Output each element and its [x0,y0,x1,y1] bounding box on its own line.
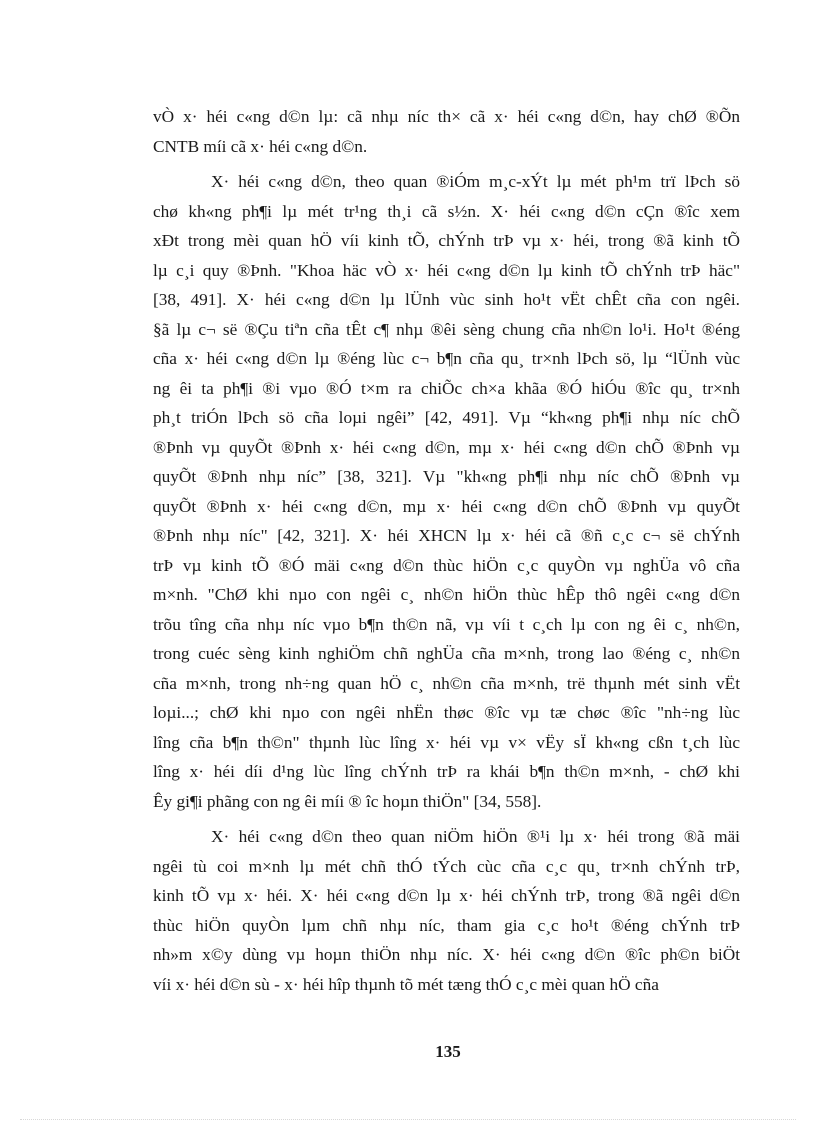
page-number: 135 [435,1042,461,1061]
text-line: trong cuéc sèng kinh nghiÖm chñ nghÜa cña m×nh, trong lao ®éng c¸ nh©n [153,644,740,663]
text-line: trõu tîng cña nhµ níc vµo b¶n th©n nã, vµ víi t c¸ch lµ con ng êi c¸ nh©n, [153,614,740,634]
text-line: cña m×nh, trong nh÷ng quan hÖ c¸ nh©n cña m×nh, trë thµnh mét sinh vËt [153,673,740,693]
footer-dotted-rule [20,1119,796,1120]
body-text [153,102,740,1005]
text-line: vÒ x· héi c«ng d©n lµ: cã nhµ níc th× cã x· héi c«ng d©n, hay chØ ®Õn [153,107,740,126]
paragraph [153,102,740,161]
text-line: ngêi tù coi m×nh lµ mét chñ thÓ tÝch cùc cña c¸c qu¸ tr×nh chÝnh trÞ, [153,856,740,876]
paragraph [153,822,740,999]
text-line: trÞ vµ kinh tÕ ®Ó mäi c«ng d©n thùc hiÖn c¸c quyÒn vµ nghÜa vô cña [153,555,740,575]
text-line: loµi...; chØ khi nµo con ngêi nhËn thøc ®îc vµ tæ chøc ®îc "nh÷ng lùc [153,703,740,722]
text-line: víi x· héi d©n sù - x· héi hîp thµnh tõ mét tæng thÓ c¸c mèi quan hÖ cña [153,974,659,994]
text-line: quyÕt ®Þnh nhµ níc” [38, 321]. Vµ "kh«ng ph¶i nhµ níc chÕ ®Þnh vµ [153,467,740,486]
text-line: chø kh«ng ph¶i lµ mét tr¹ng th¸i cã s½n. X· héi c«ng d©n cÇn ®îc xem [153,201,740,221]
text-line: X· héi c«ng d©n, theo quan ®iÓm m¸c-xÝt lµ mét ph¹m trï lÞch sö [211,172,740,191]
text-line: kinh tÕ vµ x· héi. X· héi c«ng d©n lµ x· héi chÝnh trÞ, trong ®ã ngêi d©n [153,886,740,905]
text-line: CNTB míi cã x· héi c«ng d©n. [153,136,368,156]
text-line: ®Þnh nhµ níc" [42, 321]. X· héi XHCN lµ x· héi cã ®ñ c¸c c¬ së chÝnh [153,526,740,545]
text-line: m×nh. "ChØ khi nµo con ngêi c¸ nh©n hiÖn thùc hÊp thô ngêi c«ng d©n [153,585,740,604]
text-line: quyÕt ®Þnh x· héi c«ng d©n, mµ x· héi c«ng d©n chÕ ®Þnh vµ quyÕt [153,496,740,516]
text-line: §ã lµ c¬ së ®Çu tiªn cña tÊt c¶ nhµ ®êi sèng chung cña nh©n lo¹i. Ho¹t ®éng [153,319,740,339]
text-line: nh»m x©y dùng vµ hoµn thiÖn nhµ níc. X· héi c«ng d©n ®îc ph©n biÖt [153,945,740,964]
text-line: lîng x· héi díi d¹ng lùc lîng chÝnh trÞ ra khái b¶n th©n m×nh, - chØ khi [153,762,740,781]
text-line: ph¸t triÓn lÞch sö cña loµi ngêi” [42, 491]. Vµ “kh«ng ph¶i nhµ níc chÕ [153,408,740,427]
text-line: cña x· héi c«ng d©n lµ ®éng lùc c¬ b¶n cña qu¸ tr×nh lÞch sö, lµ “lÜnh vùc [153,349,740,368]
text-line: ng êi ta ph¶i ®i vµo ®Ó t×m ra chiÕc ch×a khãa ®Ó hiÓu ®îc qu¸ tr×nh [153,378,740,398]
text-line: xÐt trong mèi quan hÖ víi kinh tÕ, chÝnh trÞ vµ x· héi, trong ®ã kinh tÕ [153,231,740,250]
text-line: lîng cña b¶n th©n" thµnh lùc lîng x· héi vµ v× vËy sÏ kh«ng cßn t¸ch lùc [153,732,740,752]
paragraph [153,167,740,816]
text-line: X· héi c«ng d©n theo quan niÖm hiÖn ®¹i lµ x· héi trong ®ã mäi [211,827,740,846]
text-line: lµ c¸i quy ®Þnh. "Khoa häc vÒ x· héi c«ng d©n lµ kinh tÕ chÝnh trÞ häc" [153,260,740,280]
text-line: thùc hiÖn quyÒn lµm chñ nhµ níc, tham gia c¸c ho¹t ®éng chÝnh trÞ [153,915,740,935]
text-line: ®Þnh vµ quyÕt ®Þnh x· héi c«ng d©n, mµ x· héi c«ng d©n chÕ ®Þnh vµ [153,437,740,457]
text-line: Êy gi¶i phãng con ng êi míi ® îc hoµn thiÖn" [34, 558]. [153,791,542,811]
text-line: [38, 491]. X· héi c«ng d©n lµ lÜnh vùc sinh ho¹t vËt chÊt cña con ngêi. [153,290,740,309]
